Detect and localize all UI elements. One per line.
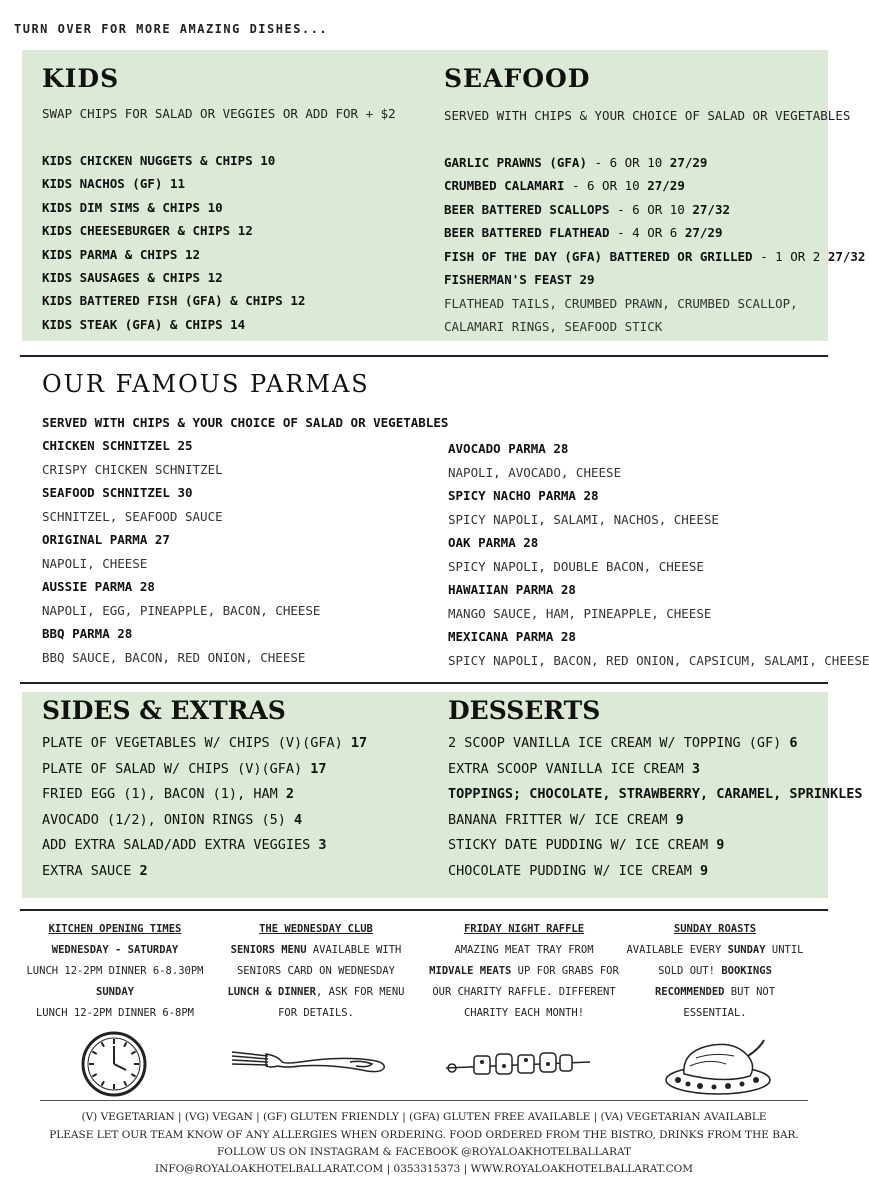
parma-name: ORIGINAL PARMA (42, 532, 148, 547)
dessert-item-name: CHOCOLATE PUDDING W/ ICE CREAM (448, 862, 692, 879)
divider (20, 909, 828, 911)
kids-item-price: 10 (260, 153, 276, 168)
sides-item-name: AVOCADO (1/2), ONION RINGS (5) (42, 811, 286, 828)
raffle-line-4: CHARITY EACH MONTH! (463, 1007, 585, 1019)
kids-item-price: 10 (207, 199, 223, 215)
skewer-icon (444, 1046, 592, 1082)
wednesday-line-4: FOR DETAILS. (278, 1007, 354, 1019)
parma-price: 28 (139, 579, 155, 594)
parma-item (42, 579, 155, 594)
roasts-line-4: ESSENTIAL. (683, 1007, 747, 1019)
parma-name: MEXICANA PARMA (448, 629, 554, 644)
seafood-item-price: 27/29 (647, 178, 685, 194)
divider (20, 355, 828, 357)
wednesday-line-2: SENIORS CARD ON WEDNESDAY (236, 965, 396, 977)
dietary-legend: (V) VEGETARIAN | (VG) VEGAN | (GF) GLUTEN FRIENDLY | (GFA) GLUTEN FREE AVAILABLE | (VA) VEGETARIAN AVAILABLE (81, 1111, 767, 1123)
sunday-roasts-block (624, 919, 806, 1024)
clock-icon (80, 1030, 148, 1098)
parma-item (42, 485, 193, 500)
kids-item-price: 12 (290, 293, 306, 309)
kids-note: SWAP CHIPS FOR SALAD OR VEGGIES OR ADD FOR + $2 (42, 106, 396, 121)
roasts-sunday: SUNDAY (727, 944, 766, 956)
sides-item-price: 2 (285, 786, 294, 802)
seafood-item (444, 178, 685, 193)
seafood-note: SERVED WITH CHIPS & YOUR CHOICE OF SALAD OR VEGETABLES (444, 108, 851, 123)
parma-price: 28 (560, 629, 576, 644)
dessert-item-price: 6 (789, 735, 798, 751)
seafood-item-name: CRUMBED CALAMARI (444, 178, 565, 194)
parma-price: 28 (583, 488, 599, 503)
sides-item (42, 786, 294, 802)
seafood-item-price: 27/29 (684, 225, 723, 241)
dessert-item (448, 863, 708, 879)
kitchen-times-title: KITCHEN OPENING TIMES (48, 923, 182, 935)
seafood-item-portion: - 6 OR 10 (564, 178, 640, 194)
parma-item (448, 582, 576, 597)
roasts-bookings: BOOKINGS (721, 965, 772, 977)
parma-item (42, 532, 170, 547)
footer-divider (40, 1100, 808, 1101)
feast-desc-1: FLATHEAD TAILS, CRUMBED PRAWN, CRUMBED SCALLOP, (444, 296, 798, 311)
kids-item-price: 12 (237, 223, 253, 239)
sunday-roasts-title: SUNDAY ROASTS (673, 923, 757, 935)
lunch-dinner: LUNCH & DINNER (227, 986, 316, 998)
feast-desc-2: CALAMARI RINGS, SEAFOOD STICK (444, 319, 663, 334)
parma-item (448, 441, 568, 456)
roasts-line-1b: UNTIL (765, 944, 804, 956)
seafood-item (444, 202, 730, 217)
parma-description: MANGO SAUCE, HAM, PINEAPPLE, CHEESE (448, 605, 712, 621)
seafood-item-price: 27/32 (827, 248, 866, 264)
parma-description: SPICY NAPOLI, BACON, RED ONION, CAPSICUM, SALAMI, CHEESE (448, 652, 869, 668)
kids-item (42, 293, 305, 308)
parmas-title: OUR FAMOUS PARMAS (42, 370, 370, 398)
parma-description: NAPOLI, CHEESE (42, 555, 148, 571)
parma-price: 27 (154, 532, 170, 547)
parma-price: 25 (177, 438, 193, 453)
parma-price: 28 (560, 582, 576, 597)
kitchen-sunday: SUNDAY (96, 986, 134, 998)
kids-item-name: KIDS CHICKEN NUGGETS & CHIPS (42, 153, 253, 168)
kids-item-name: KIDS BATTERED FISH (GFA) & CHIPS (42, 293, 283, 309)
social-line: FOLLOW US ON INSTAGRAM & FACEBOOK @ROYALOAKHOTELBALLARAT (216, 1146, 632, 1158)
parma-description: SPICY NAPOLI, SALAMI, NACHOS, CHEESE (448, 511, 719, 527)
sides-item-name: PLATE OF SALAD W/ CHIPS (V)(GFA) (42, 760, 303, 777)
parma-name: AUSSIE PARMA (42, 579, 133, 594)
seafood-item-name: BEER BATTERED SCALLOPS (444, 201, 610, 217)
friday-raffle-block (424, 919, 624, 1024)
parma-price: 28 (117, 626, 133, 641)
top-note: TURN OVER FOR MORE AMAZING DISHES... (14, 22, 329, 36)
parma-name: SEAFOOD SCHNITZEL (42, 485, 170, 500)
kids-title: KIDS (42, 64, 120, 93)
parma-name: BBQ PARMA (42, 626, 110, 641)
sides-item-name: FRIED EGG (1), BACON (1), HAM (42, 786, 278, 802)
kids-item-name: KIDS DIM SIMS & CHIPS (42, 199, 201, 215)
dessert-item (448, 812, 684, 828)
kids-item (42, 176, 185, 191)
seafood-item-name: GARLIC PRAWNS (GFA) (444, 155, 587, 170)
dessert-item (448, 761, 700, 777)
dessert-item-name: 2 SCOOP VANILLA ICE CREAM W/ TOPPING (GF) (448, 735, 782, 751)
parma-description: NAPOLI, AVOCADO, CHEESE (448, 464, 622, 480)
parma-name: OAK PARMA (448, 535, 516, 550)
kids-item (42, 200, 223, 215)
roasts-line-3: BUT NOT (724, 986, 776, 998)
seafood-item-name: FISH OF THE DAY (GFA) BATTERED OR GRILLED (444, 248, 753, 264)
parma-item (448, 629, 576, 644)
seafood-item-portion: - 1 OR 2 (752, 248, 821, 264)
parma-item (448, 535, 538, 550)
roasts-line-1a: AVAILABLE EVERY (626, 944, 728, 956)
seafood-item-portion: - 6 OR 10 (609, 201, 685, 217)
dessert-item-name: EXTRA SCOOP VANILLA ICE CREAM (448, 760, 684, 777)
kids-item-name: KIDS CHEESEBURGER & CHIPS (42, 223, 231, 239)
kids-item (42, 247, 200, 262)
dessert-item-price: 9 (716, 837, 725, 853)
sides-item (42, 837, 327, 853)
wednesday-line-3: , ASK FOR MENU (316, 986, 405, 998)
kids-item-price: 12 (185, 246, 201, 262)
seafood-item-name: BEER BATTERED FLATHEAD (444, 225, 610, 241)
kitchen-hours: LUNCH 12-2PM DINNER 6-8.30PM (26, 965, 204, 977)
kids-item (42, 270, 223, 285)
kids-item-name: KIDS NACHOS (GF) (42, 176, 163, 192)
seafood-item (444, 225, 722, 240)
sides-item (42, 735, 367, 751)
kitchen-sunday-hours: LUNCH 12-2PM DINNER 6-8PM (35, 1007, 195, 1019)
dessert-item (448, 735, 798, 751)
dessert-item (448, 837, 724, 853)
seafood-item (444, 272, 595, 287)
sides-item-name: EXTRA SAUCE (42, 862, 132, 879)
friday-raffle-title: FRIDAY NIGHT RAFFLE (463, 923, 585, 935)
sides-item-price: 2 (139, 862, 148, 879)
raffle-line-1: AMAZING MEAT TRAY FROM (454, 944, 594, 956)
sides-item (42, 761, 327, 777)
kids-item-name: KIDS SAUSAGES & CHIPS (42, 270, 201, 285)
kitchen-days: WEDNESDAY - SATURDAY (51, 944, 179, 956)
dessert-item-name: BANANA FRITTER W/ ICE CREAM (448, 811, 668, 828)
divider (20, 682, 828, 684)
seafood-item-name: FISHERMAN'S FEAST (444, 272, 572, 287)
dessert-item-name: STICKY DATE PUDDING W/ ICE CREAM (448, 837, 709, 853)
seafood-item-price: 29 (579, 272, 595, 287)
seniors-menu: SENIORS MENU (230, 944, 307, 956)
parma-description: CRISPY CHICKEN SCHNITZEL (42, 461, 223, 477)
sides-item-price: 17 (350, 735, 368, 751)
dessert-item-price: 9 (675, 811, 684, 828)
sides-item (42, 812, 302, 828)
kids-item-name: KIDS PARMA & CHIPS (42, 246, 178, 262)
roast-chicken-icon (664, 1030, 772, 1096)
seafood-item-price: 27/32 (692, 201, 731, 217)
kids-item (42, 153, 275, 168)
parma-description: SCHNITZEL, SEAFOOD SAUCE (42, 508, 223, 524)
sides-item-price: 3 (318, 837, 327, 853)
kids-item-name: KIDS STEAK (GFA) & CHIPS (42, 316, 223, 332)
sides-item-name: PLATE OF VEGETABLES W/ CHIPS (V)(GFA) (42, 735, 343, 751)
sides-item-price: 4 (293, 811, 303, 828)
parma-name: CHICKEN SCHNITZEL (42, 438, 170, 453)
raffle-line-3: OUR CHARITY RAFFLE. DIFFERENT (432, 986, 616, 998)
parma-description: BBQ SAUCE, BACON, RED ONION, CHEESE (42, 649, 306, 665)
parma-item (448, 488, 599, 503)
dessert-item-price: 9 (699, 862, 709, 879)
seafood-item (444, 249, 865, 264)
parmas-note: SERVED WITH CHIPS & YOUR CHOICE OF SALAD OR VEGETABLES (42, 415, 449, 430)
raffle-line-2: UP FOR GRABS FOR (511, 965, 619, 977)
sides-title: SIDES & EXTRAS (42, 696, 286, 725)
wednesday-club-block (218, 919, 414, 1024)
roasts-recommended: RECOMMENDED (654, 986, 725, 998)
sides-item-price: 17 (310, 760, 327, 777)
sides-item-name: ADD EXTRA SALAD/ADD EXTRA VEGGIES (42, 837, 311, 853)
desserts-title: DESSERTS (448, 696, 601, 725)
allergy-note: PLEASE LET OUR TEAM KNOW OF ANY ALLERGIES WHEN ORDERING. FOOD ORDERED FROM THE BISTRO, DRINKS FROM THE BAR. (49, 1129, 799, 1141)
midvale-meats: MIDVALE MEATS (429, 965, 512, 977)
dessert-item (448, 786, 863, 802)
parma-price: 30 (177, 485, 193, 500)
parma-item (42, 438, 193, 453)
kids-item (42, 317, 245, 332)
kids-item-price: 14 (230, 316, 246, 332)
kids-item (42, 223, 253, 238)
seafood-title: SEAFOOD (444, 64, 591, 93)
wednesday-club-title: THE WEDNESDAY CLUB (259, 923, 373, 935)
seafood-item-portion: - 6 OR 10 (587, 155, 663, 170)
seafood-item-price: 27/29 (669, 155, 708, 170)
parma-item (42, 626, 132, 641)
parma-description: SPICY NAPOLI, DOUBLE BACON, CHEESE (448, 558, 704, 574)
wednesday-line-1: AVAILABLE WITH (306, 944, 402, 956)
seafood-item-portion: - 4 OR 6 (609, 225, 678, 241)
parma-name: AVOCADO PARMA (448, 441, 546, 456)
parma-name: HAWAIIAN PARMA (448, 582, 554, 597)
parma-price: 28 (553, 441, 569, 456)
sides-item (42, 863, 148, 879)
kids-item-price: 12 (207, 270, 223, 285)
roasts-line-2: SOLD OUT! (658, 965, 722, 977)
kitchen-times-block (20, 919, 210, 1024)
parma-name: SPICY NACHO PARMA (448, 488, 576, 503)
seafood-item (444, 155, 707, 170)
parma-price: 28 (523, 535, 539, 550)
contact-line: INFO@ROYALOAKHOTELBALLARAT.COM | 0353315373 | WWW.ROYALOAKHOTELBALLARAT.COM (155, 1163, 693, 1175)
parma-description: NAPOLI, EGG, PINEAPPLE, BACON, CHEESE (42, 602, 321, 618)
kids-item-price: 11 (169, 176, 186, 192)
dessert-item-name: TOPPINGS; CHOCOLATE, STRAWBERRY, CARAMEL, SPRINKLES (448, 786, 863, 802)
fork-icon (230, 1042, 390, 1082)
dessert-item-price: 3 (691, 760, 700, 777)
